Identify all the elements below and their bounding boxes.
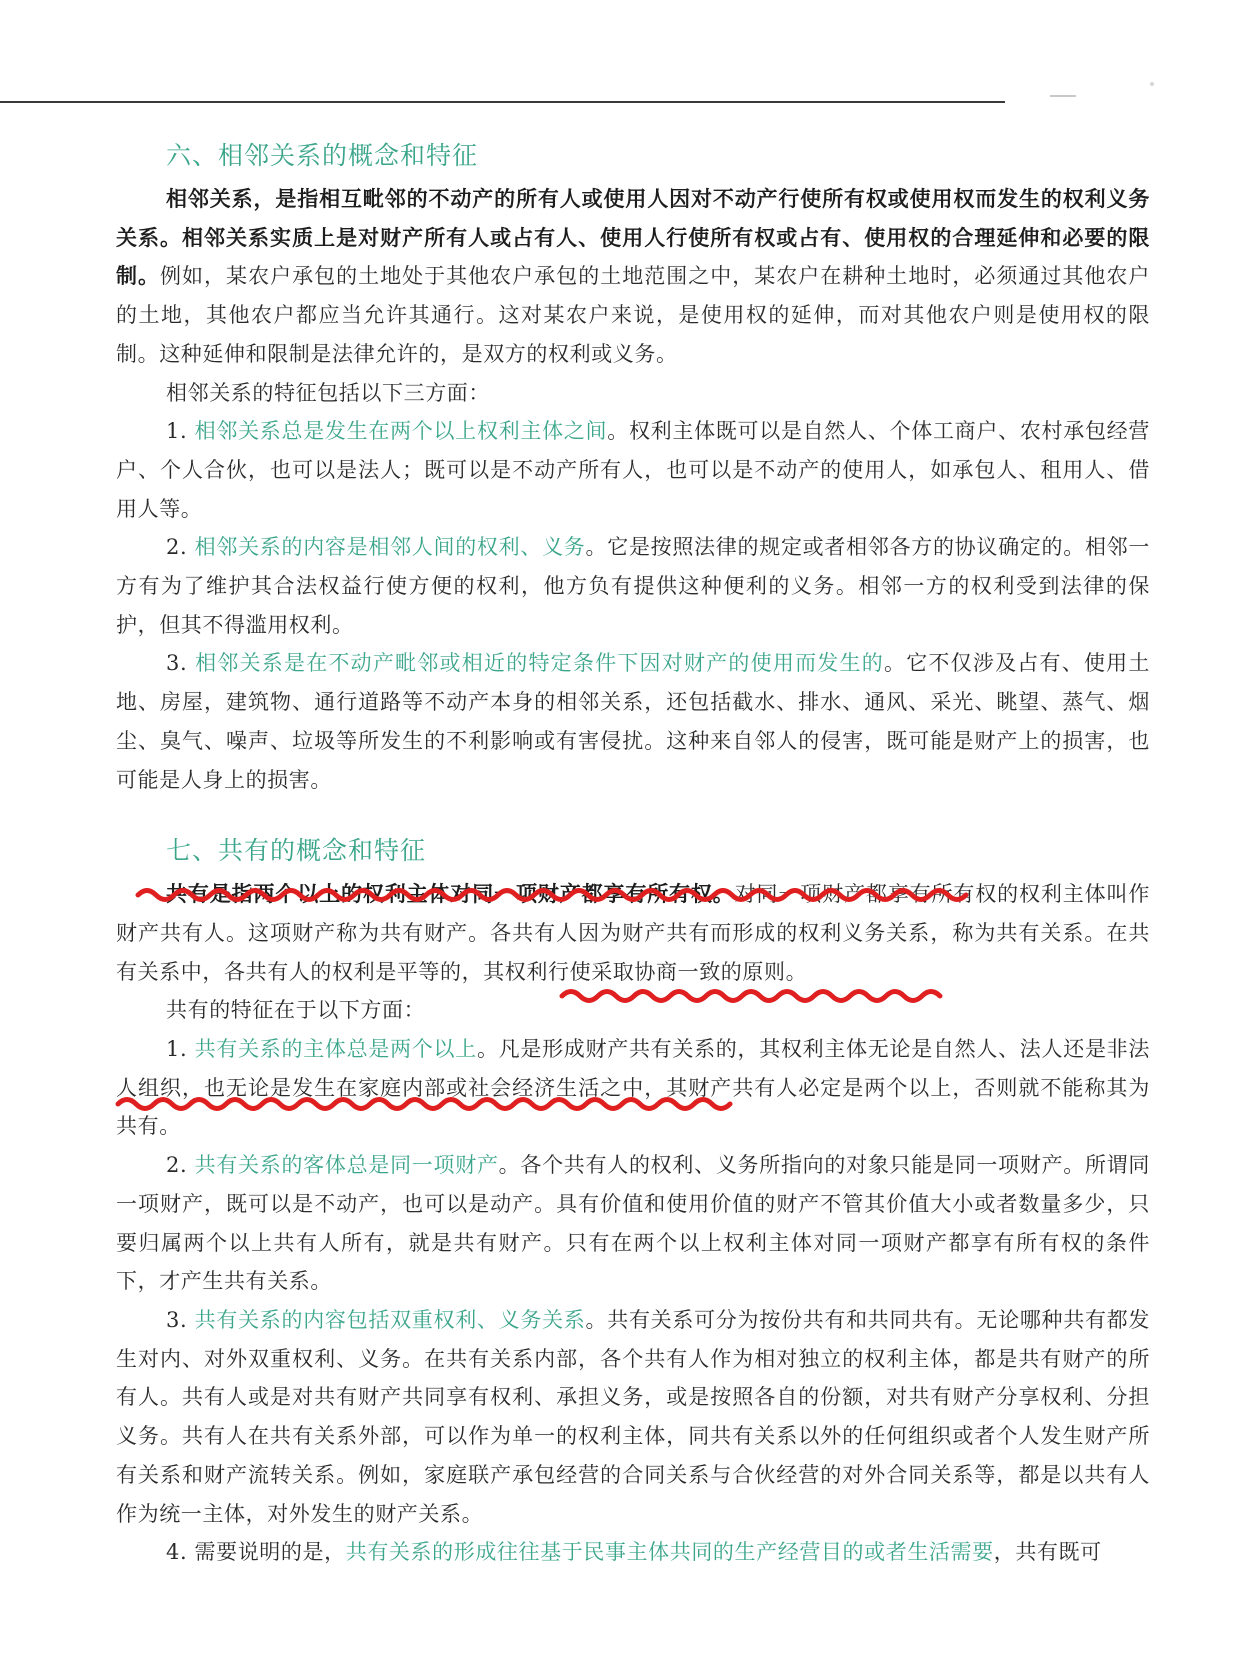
section-7-item-3 [116,1301,1150,1533]
item-key-point: 共有关系的客体总是同一项财产 [194,1153,499,1178]
item-number: 3. [166,651,196,676]
item-key-point: 共有关系的形成往往基于民事主体共同的生产经营目的或者生活需要 [345,1540,994,1565]
section-7-intro [116,875,1150,991]
item-number: 1. [166,419,195,444]
section-6-item-1 [116,412,1150,528]
item-text: 。各个共有人的权利、义务所指向的对象只能是同一项财产。所谓同一项财产，既可以是不动产，也可以是动产。具有价值和使用价值的财产不管其价值大小或者数量多少，只要归属两个以上共有人所有，就是共有财产。只有在两个以上权利主体对同一项财产都享有所有权的条件下，才产生共有关系。 [116,1153,1151,1294]
page-corner-mark [1050,95,1076,97]
item-key-point: 共有关系的主体总是两个以上 [194,1037,477,1062]
item-text: 。它不仅涉及占有、使用土地、房屋，建筑物、通行道路等不动产本身的相邻关系，还包括截水、排水、通风、采光、眺望、蒸气、烟尘、臭气、噪声、垃圾等所发生的不利影响或有害侵扰。这种来自邻人的侵害，既可能是财产上的损害，也可能是人身上的损害。 [116,651,1150,792]
section-7-item-1 [116,1030,1150,1146]
section-6-item-2 [116,528,1150,644]
item-text: 。共有关系可分为按份共有和共同共有。无论哪种共有都发生对内、对外双重权利、义务。在共有关系内部，各个共有人作为相对独立的权利主体，都是共有财产的所有人。共有人或是对共有财产共同享有权利、承担义务，或是按照各自的份额，对共有财产分享权利、分担义务。共有人在共有关系外部，可以作为单一的权利主体，同共有关系以外的任何组织或者个人发生财产所有关系和财产流转关系。例如，家庭联产承包经营的合同关系与合伙经营的对外合同关系等，都是以共有人作为统一主体，对外发生的财产关系。 [116,1307,1150,1526]
item-text: ，共有既可 [993,1540,1102,1565]
section-7-features-lead: 共有的特征在于以下方面： [166,998,426,1023]
item-key-point: 相邻关系的内容是相邻人间的权利、义务 [194,535,586,560]
document-page [116,132,1150,1572]
item-number: 2. [166,1153,195,1178]
section-6-heading: 六、相邻关系的概念和特征 [166,141,479,170]
item-text: 。凡是形成财产共有关系的，其权利主体无论是自然人、法人还是非法人组织，也无论是发生在家庭内部或社会经济生活之中，其财产共有人必定是两个以上，否则就不能称其为共有。 [116,1037,1150,1139]
section-7-explanation: 对同一项财产都享有所有权的权利主体叫作财产共有人。这项财产称为共有财产。各共有人因为财产共有而形成的权利义务关系，称为共有关系。在共有关系中，各共有人的权利是平等的，其权利行使采取协商一致的原则。 [116,882,1150,984]
item-key-point: 共有关系的内容包括双重权利、义务关系 [194,1307,586,1332]
item-key-point: 相邻关系总是发生在两个以上权利主体之间 [194,419,608,444]
item-text: 。它是按照法律的规定或者相邻各方的协议确定的。相邻一方有为了维护其合法权益行使方便的权利，他方负有提供这种便利的义务。相邻一方的权利受到法律的保护，但其不得滥用权利。 [116,535,1150,637]
section-7-item-4 [116,1533,1150,1572]
item-number: 4. 需要说明的是， [166,1540,346,1565]
item-number: 3. [166,1307,195,1332]
section-6-definition: 相邻关系，是指相互毗邻的不动产的所有人或使用人因对不动产行使所有权或使用权而发生的权利义务关系。相邻关系实质上是对财产所有人或占有人、使用人行使所有权或占有、使用权的合理延伸和必要的限制。 [116,187,1150,289]
item-key-point: 相邻关系是在不动产毗邻或相近的特定条件下因对财产的使用而发生的 [195,651,884,676]
item-text: 。权利主体既可以是自然人、个体工商户、农村承包经营户、个人合伙，也可以是法人；既可以是不动产所有人，也可以是不动产的使用人，如承包人、租用人、借用人等。 [116,419,1151,521]
section-6-features-lead: 相邻关系的特征包括以下三方面： [166,380,490,405]
item-number: 1. [166,1037,195,1062]
item-number: 2. [166,535,195,560]
page-corner-dot [1150,82,1154,86]
section-6-example: 例如，某农户承包的土地处于其他农户承包的土地范围之中，某农户在耕种土地时，必须通过其他农户的土地，其他农户都应当允许其通行。这对某农户来说，是使用权的延伸，而对其他农户则是使用权的限制。这种延伸和限制是法律允许的，是双方的权利或义务。 [116,264,1151,366]
section-7-item-2 [116,1146,1150,1301]
header-rule [0,101,1005,103]
section-7-heading: 七、共有的概念和特征 [166,836,427,866]
section-6-intro [116,180,1150,374]
section-6-item-3 [116,644,1150,799]
section-7-definition: 共有是指两个以上的权利主体对同一项财产都享有所有权。 [166,882,735,907]
